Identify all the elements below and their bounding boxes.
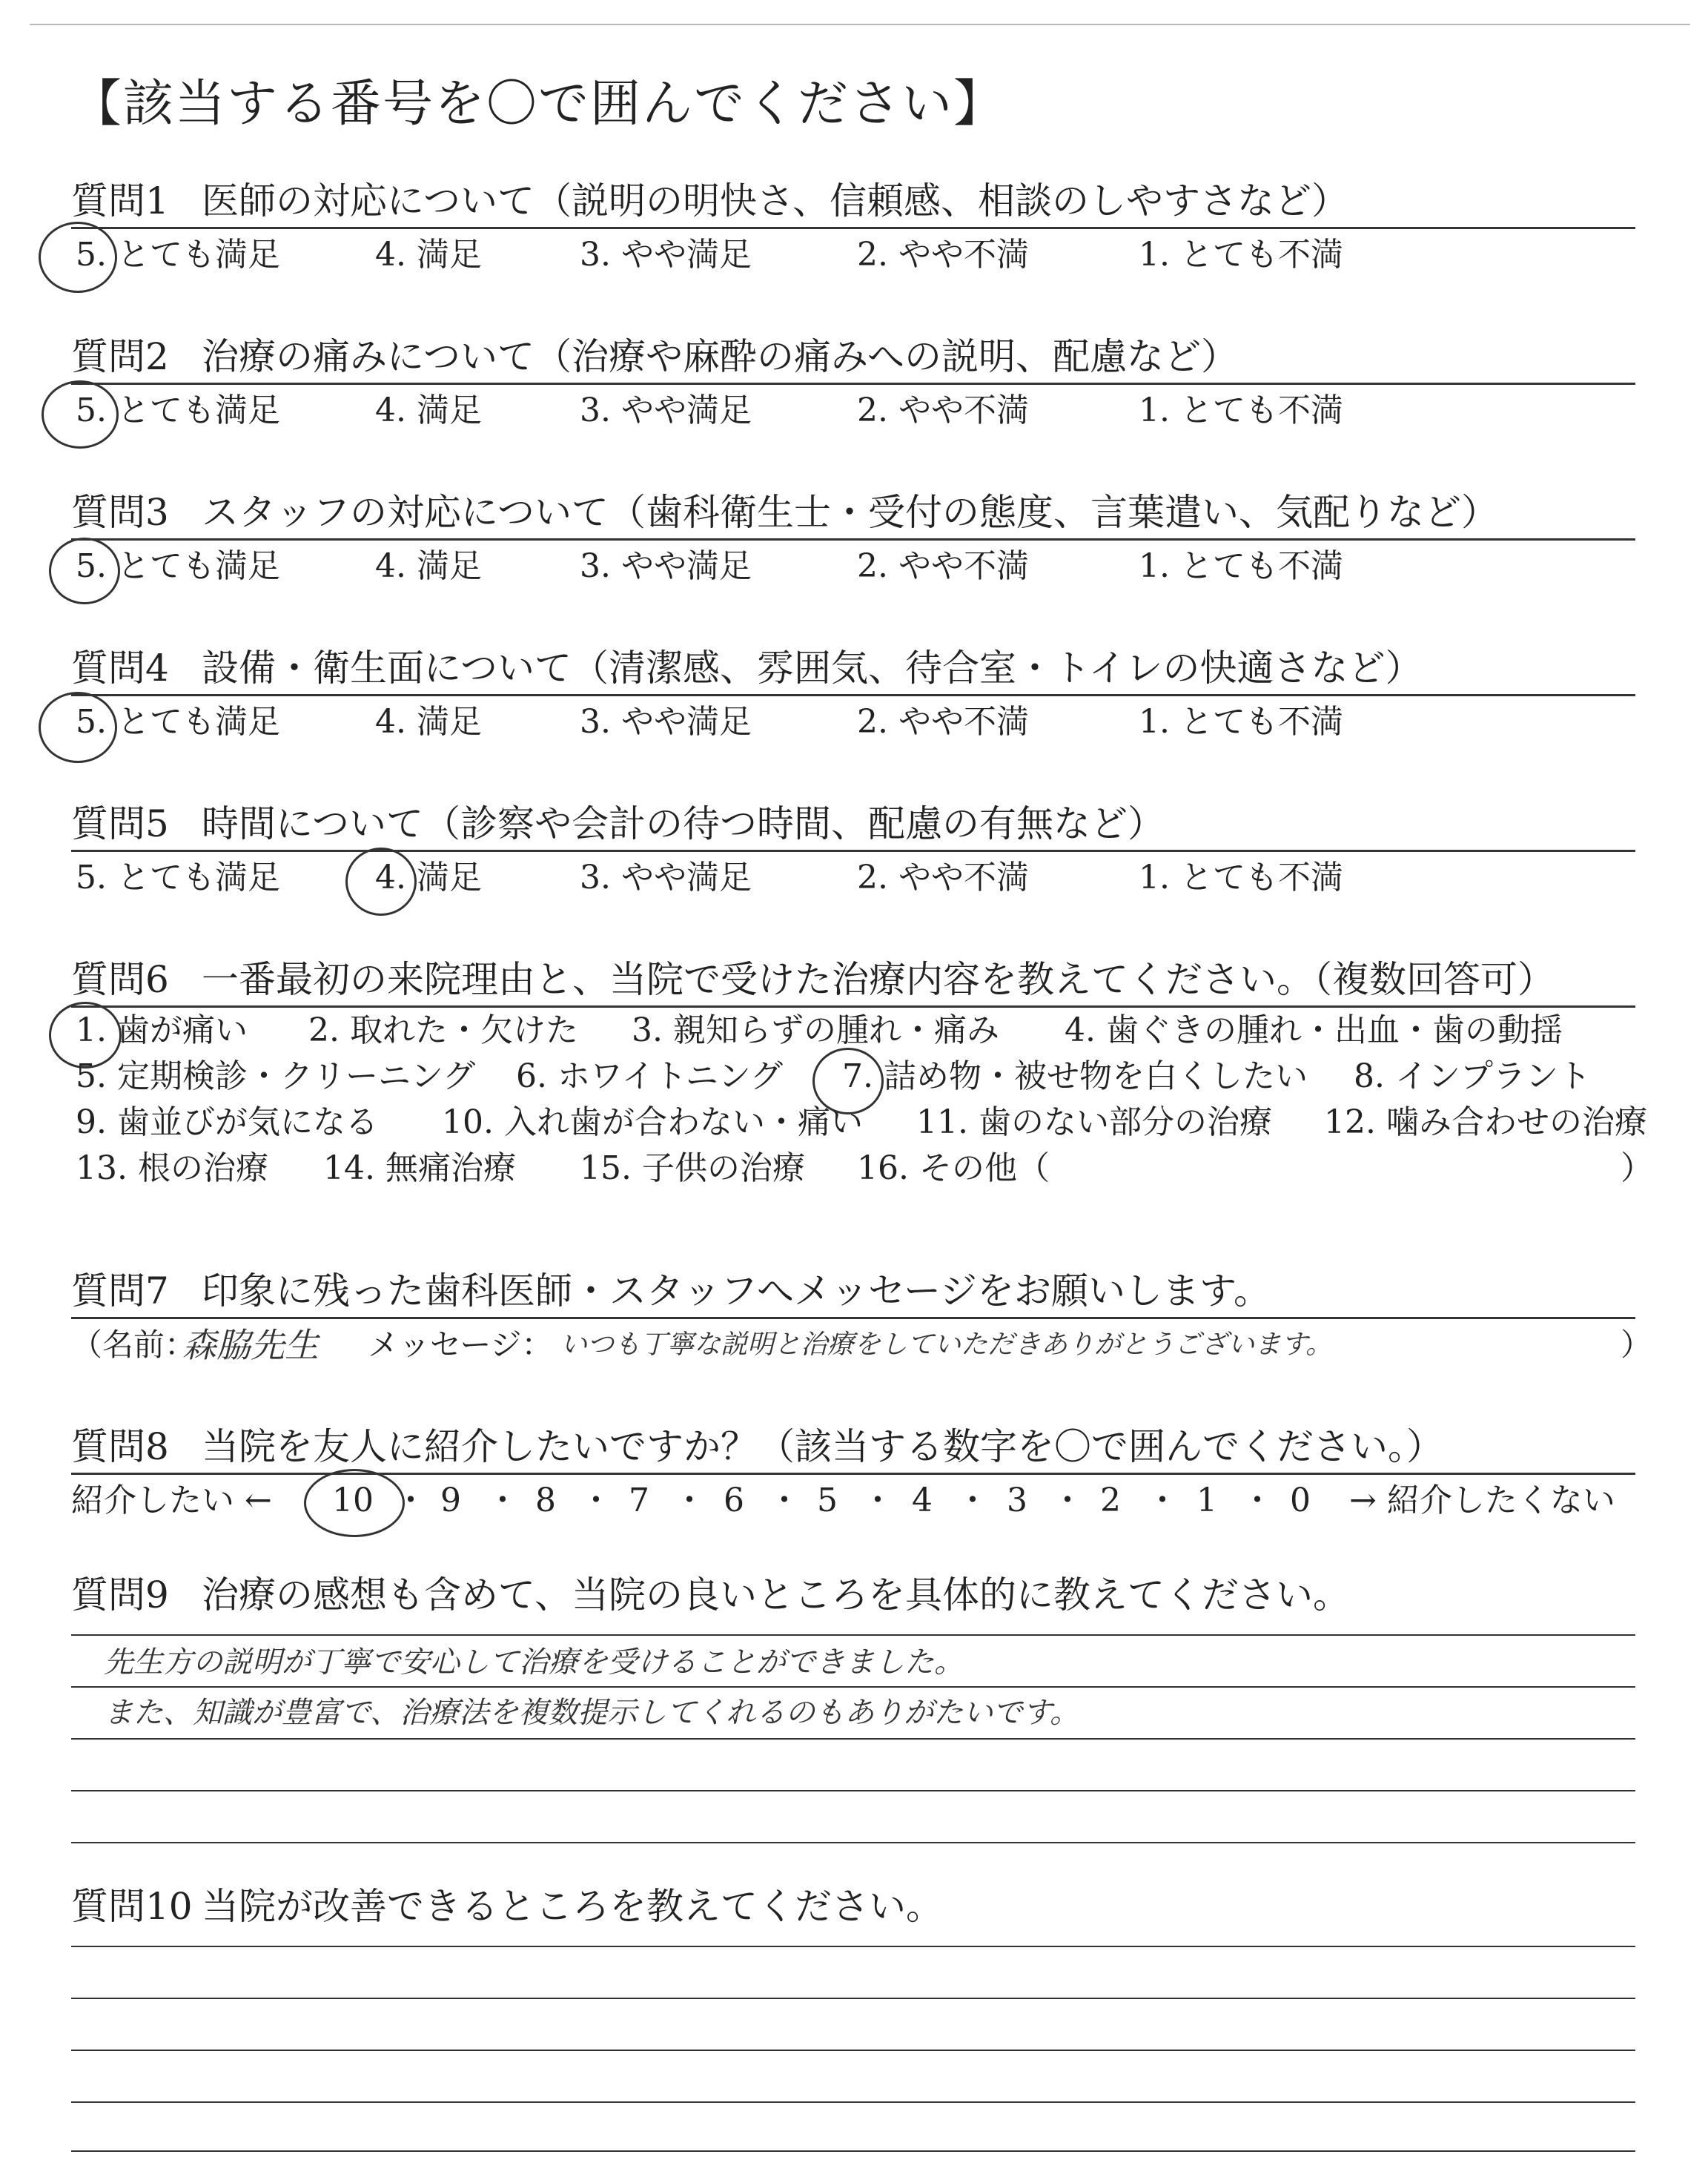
- rating-option-2[interactable]: 2. やや不満: [857, 236, 1029, 274]
- scale-separator: ・: [1146, 1482, 1179, 1519]
- scale-option-0[interactable]: 0: [1290, 1482, 1311, 1519]
- question-number: 質問4: [71, 647, 169, 690]
- top-border-line: [30, 24, 1690, 25]
- rating-option-4[interactable]: 4. 満足: [375, 859, 482, 896]
- staff-name-field[interactable]: 森脇先生: [182, 1325, 319, 1365]
- rating-option-2[interactable]: 2. やや不満: [857, 703, 1029, 741]
- reason-option[interactable]: 9. 歯並びが気になる: [76, 1103, 378, 1141]
- other-close-paren: ）: [1621, 1149, 1653, 1187]
- question-number: 質問5: [71, 802, 169, 845]
- answer-line: [71, 1790, 1635, 1791]
- scale-separator: ・: [1241, 1482, 1274, 1519]
- reason-option[interactable]: 14. 無痛治療: [323, 1149, 516, 1187]
- reason-option[interactable]: 2. 取れた・欠けた: [308, 1011, 578, 1049]
- answer-line: [71, 1634, 1635, 1636]
- question-2-heading: [71, 331, 1635, 383]
- reason-options-row-4: [71, 1146, 1653, 1192]
- question-text: 印象に残った歯科医師・スタッフへメッセージをお願いします。: [202, 1269, 1271, 1312]
- question-8-heading: [71, 1421, 1635, 1473]
- answer-line: [71, 1738, 1635, 1740]
- recommend-scale: [71, 1475, 1635, 1527]
- rating-option-5[interactable]: 5. とても満足: [76, 859, 280, 896]
- scale-separator: ・: [861, 1482, 894, 1519]
- answer-text-line-1[interactable]: 先生方の説明が丁寧で安心して治療を受けることができました。: [104, 1645, 964, 1680]
- reason-option[interactable]: 13. 根の治療: [76, 1149, 268, 1187]
- rating-option-3[interactable]: 3. やや満足: [580, 236, 752, 274]
- question-3-heading: [71, 486, 1635, 538]
- question-number: 質問6: [71, 958, 169, 1001]
- rating-option-1[interactable]: 1. とても不満: [1139, 236, 1343, 274]
- question-8: [71, 1421, 1635, 1527]
- reason-option[interactable]: 12. 噛み合わせの治療: [1324, 1103, 1647, 1141]
- reason-option[interactable]: 6. ホワイトニング: [516, 1057, 784, 1095]
- answer-line[interactable]: [71, 1998, 1635, 1999]
- rating-option-1[interactable]: 1. とても不満: [1139, 392, 1343, 429]
- rating-option-3[interactable]: 3. やや満足: [580, 703, 752, 741]
- scale-separator: ・: [673, 1482, 706, 1519]
- rating-options: [71, 229, 1635, 281]
- reason-options-row-1: [71, 1008, 1635, 1054]
- rating-option-4[interactable]: 4. 満足: [375, 236, 482, 274]
- scale-option-2[interactable]: 2: [1100, 1482, 1121, 1519]
- question-number: 質問9: [71, 1573, 169, 1616]
- scale-separator: ・: [394, 1482, 427, 1519]
- question-number: 質問2: [71, 335, 169, 378]
- question-3: [71, 486, 1635, 592]
- question-1: [71, 175, 1635, 281]
- rating-option-5[interactable]: 5. とても満足: [76, 236, 280, 274]
- scale-option-1[interactable]: 1: [1196, 1482, 1217, 1519]
- rating-option-5[interactable]: 5. とても満足: [76, 392, 280, 429]
- question-text: 治療の感想も含めて、当院の良いところを具体的に教えてください。: [202, 1573, 1350, 1616]
- scale-right-label: → 紹介したくない: [1349, 1482, 1615, 1519]
- question-text: 当院が改善できるところを教えてください。: [202, 1885, 943, 1928]
- reason-options-row-3: [71, 1100, 1647, 1146]
- scale-option-5[interactable]: 5: [817, 1482, 838, 1519]
- answer-line[interactable]: [71, 2101, 1635, 2103]
- reason-option[interactable]: 4. 歯ぐきの腫れ・出血・歯の動揺: [1065, 1011, 1563, 1049]
- question-7: [71, 1265, 1652, 1371]
- scale-option-3[interactable]: 3: [1007, 1482, 1027, 1519]
- rating-option-4[interactable]: 4. 満足: [375, 703, 482, 741]
- rating-option-2[interactable]: 2. やや不満: [857, 392, 1029, 429]
- question-6-heading: [71, 954, 1635, 1005]
- scale-option-4[interactable]: 4: [912, 1482, 933, 1519]
- answer-text-line-2[interactable]: また、知識が豊富で、治療法を複数提示してくれるのもありがたいです。: [104, 1696, 1079, 1730]
- question-text: スタッフの対応について（歯科衛生士・受付の態度、言葉遣い、気配りなど）: [202, 491, 1498, 534]
- question-9-heading: [71, 1569, 1635, 1621]
- rating-option-5[interactable]: 5. とても満足: [76, 547, 280, 585]
- page-title: 【該当する番号を〇で囲んでください】: [71, 75, 1006, 133]
- question-5-heading: [71, 798, 1635, 850]
- scale-separator: ・: [486, 1482, 519, 1519]
- rating-option-4[interactable]: 4. 満足: [375, 547, 482, 585]
- answer-line[interactable]: [71, 2150, 1635, 2152]
- scale-option-9[interactable]: 9: [440, 1482, 461, 1519]
- reason-option[interactable]: 16. その他（: [857, 1149, 1050, 1187]
- question-10-heading: [71, 1880, 1635, 1932]
- reason-option[interactable]: 7. 詰め物・被せ物を白くしたい: [842, 1057, 1308, 1095]
- scale-option-8[interactable]: 8: [535, 1482, 556, 1519]
- question-text: 設備・衛生面について（清潔感、雰囲気、待合室・トイレの快適さなど）: [202, 647, 1423, 690]
- reason-option[interactable]: 5. 定期検診・クリーニング: [76, 1057, 476, 1095]
- question-7-heading: [71, 1265, 1635, 1317]
- answer-line: [71, 1686, 1635, 1688]
- scale-separator: ・: [956, 1482, 989, 1519]
- scale-option-10[interactable]: 10: [332, 1482, 374, 1519]
- question-text: 当院を友人に紹介したいですか？（該当する数字を〇で囲んでください。）: [202, 1425, 1443, 1468]
- answer-line: [71, 1842, 1635, 1843]
- rating-option-2[interactable]: 2. やや不満: [857, 859, 1029, 896]
- reason-option[interactable]: 1. 歯が痛い: [76, 1011, 248, 1049]
- question-number: 質問7: [71, 1269, 169, 1312]
- message-label: メッセージ：: [368, 1327, 553, 1363]
- scale-option-7[interactable]: 7: [629, 1482, 649, 1519]
- reason-option[interactable]: 8. インプラント: [1354, 1057, 1591, 1095]
- question-text: 時間について（診察や会計の待つ時間、配慮の有無など）: [202, 802, 1165, 845]
- scale-option-6[interactable]: 6: [724, 1482, 744, 1519]
- name-label: （名前：: [71, 1327, 196, 1363]
- question-text: 治療の痛みについて（治療や麻酔の痛みへの説明、配慮など）: [202, 335, 1238, 378]
- question-number: 質問10: [71, 1885, 193, 1928]
- rating-option-5[interactable]: 5. とても満足: [76, 703, 280, 741]
- rating-options: [71, 541, 1635, 592]
- message-close-paren: ）: [1621, 1327, 1652, 1363]
- question-number: 質問3: [71, 491, 169, 534]
- reason-option[interactable]: 10. 入れ歯が合わない・痛い: [442, 1103, 863, 1141]
- rating-options: [71, 385, 1635, 437]
- question-10: [71, 1880, 1635, 2155]
- question-number: 質問1: [71, 179, 169, 222]
- question-2: [71, 331, 1635, 437]
- scale-left-label: 紹介したい ←: [71, 1482, 272, 1519]
- rating-option-4[interactable]: 4. 満足: [375, 392, 482, 429]
- rating-option-3[interactable]: 3. やや満足: [580, 859, 752, 896]
- question-1-heading: [71, 175, 1635, 227]
- rating-option-3[interactable]: 3. やや満足: [580, 547, 752, 585]
- rating-option-3[interactable]: 3. やや満足: [580, 392, 752, 429]
- question-text: 医師の対応について（説明の明快さ、信頼感、相談のしやすさなど）: [202, 179, 1348, 222]
- message-row: [71, 1319, 1652, 1371]
- message-field[interactable]: いつも丁寧な説明と治療をしていただきありがとうございます。: [560, 1330, 1333, 1360]
- question-9: [71, 1569, 1635, 1851]
- rating-option-2[interactable]: 2. やや不満: [857, 547, 1029, 585]
- scale-separator: ・: [768, 1482, 801, 1519]
- question-4: [71, 642, 1635, 748]
- question-6: [71, 954, 1653, 1192]
- question-number: 質問8: [71, 1425, 169, 1468]
- rating-option-1[interactable]: 1. とても不満: [1139, 859, 1343, 896]
- answer-line[interactable]: [71, 1946, 1635, 1947]
- scale-separator: ・: [580, 1482, 612, 1519]
- rating-option-1[interactable]: 1. とても不満: [1139, 703, 1343, 741]
- rating-options: [71, 696, 1635, 748]
- rating-options: [71, 852, 1635, 904]
- scale-separator: ・: [1051, 1482, 1084, 1519]
- question-4-heading: [71, 642, 1635, 694]
- question-5: [71, 798, 1635, 904]
- reason-option[interactable]: 15. 子供の治療: [580, 1149, 805, 1187]
- reason-options-row-2: [71, 1054, 1635, 1100]
- rating-option-1[interactable]: 1. とても不満: [1139, 547, 1343, 585]
- question-text: 一番最初の来院理由と、当院で受けた治療内容を教えてください。（複数回答可）: [202, 958, 1555, 1001]
- answer-line[interactable]: [71, 2050, 1635, 2051]
- reason-option[interactable]: 3. 親知らずの腫れ・痛み: [632, 1011, 999, 1049]
- reason-option[interactable]: 11. 歯のない部分の治療: [916, 1103, 1272, 1141]
